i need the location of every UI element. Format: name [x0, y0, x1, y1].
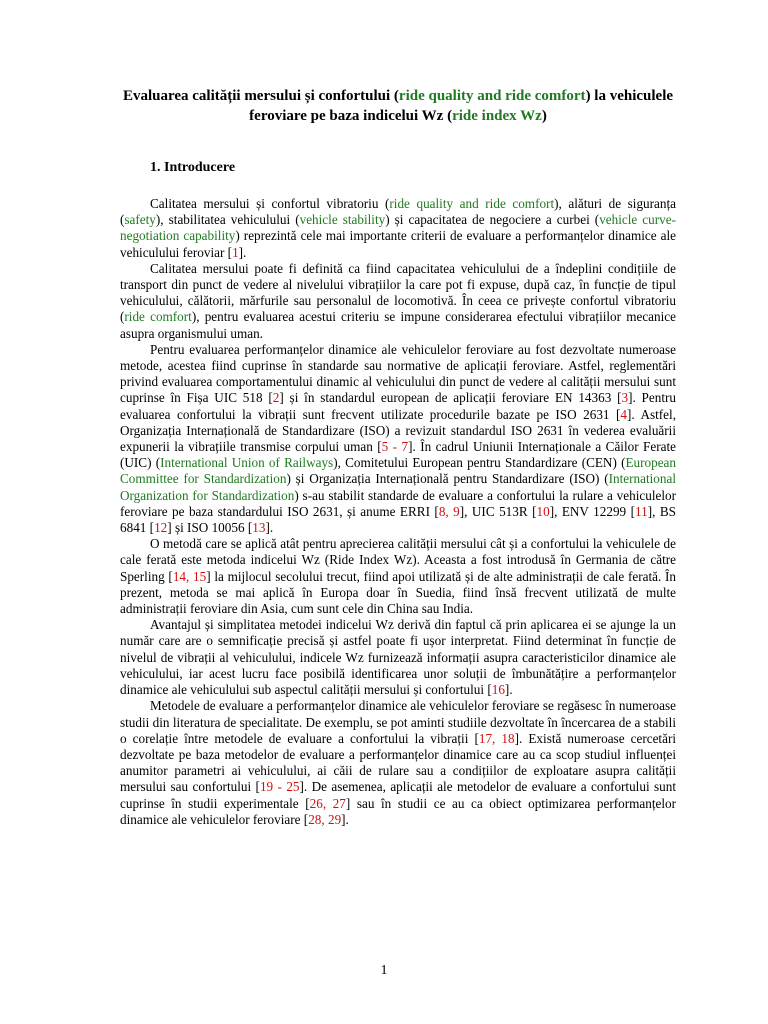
paragraph-text: ], UIC 513R [: [459, 503, 537, 519]
citation-ref: 10: [536, 503, 550, 519]
citation-ref: 16: [491, 682, 505, 698]
paragraph-text: ] și în standardul european de aplicații feroviare EN 14363 [: [279, 390, 622, 406]
paragraph-text: ]. În cadrul Uniunii Internaționale a Căilor Ferate (UIC) (: [120, 439, 676, 471]
paragraph: [120, 617, 676, 698]
document-page: [120, 86, 676, 828]
paragraph-text: ), alături de siguranța (: [120, 196, 676, 228]
paragraph-text: O metodă care se aplică atât pentru aprecierea calității mersului cât și a confortului la vehiculele de cale ferată este metoda indicelui Wz (Ride Index Wz). Aceasta a fost introdusă în Germania de către Sperling [: [120, 536, 676, 584]
citation-ref: 4: [620, 406, 628, 422]
english-term: safety: [124, 212, 156, 228]
paragraph-text: Metodele de evaluare a performanțelor dinamice ale vehiculelor feroviare se regăsesc în numeroase studii din literatura de specialitate. De exemplu, se pot aminti studiile dezvoltate în încercarea de a stabili o corelație între metodele de evaluare a confortului la vibrații [: [120, 698, 676, 746]
paragraph-text: Calitatea mersului poate fi definită ca fiind capacitatea vehiculului de a îndeplini condițiile de transport din punct de vedere al nivelului vibrațiilor la care pot fi expuse, după caz, în funcție de tipul vehiculului, călătorii, mărfurile sau personalul de locomotivă. În ceea ce privește confortul vibratoriu (: [120, 260, 676, 325]
paragraph-text: ] sau în studii ce au ca obiect optimizarea performanțelor dinamice ale vehiculelor feroviare [: [120, 795, 676, 827]
paragraph: [120, 698, 676, 828]
citation-ref: 14, 15: [172, 568, 207, 584]
english-term: European Committee for Standardization: [120, 455, 676, 487]
paragraph-text: ) s-au stabilit standarde de evaluare a confortului la rulare a vehiculelor feroviare pe baza standardului ISO 2631, și anume ERRI [: [120, 487, 676, 519]
english-term: vehicle curve-negotiation capability: [120, 212, 676, 244]
paragraph-text: ].: [238, 244, 247, 260]
citation-ref: 2: [272, 390, 280, 406]
english-term: International Organization for Standardization: [120, 471, 676, 503]
paragraph-text: ) reprezintă cele mai importante criterii de evaluare a performanțelor dinamice ale vehiculului feroviar [: [120, 228, 676, 260]
section-body: [120, 196, 676, 828]
section-heading: 1. Introducere: [150, 160, 236, 175]
english-term: ride comfort: [124, 309, 192, 325]
citation-ref: 19 - 25: [259, 779, 300, 795]
paragraph-text: Calitatea mersului și confortul vibratoriu (: [150, 196, 390, 211]
citation-ref: 8, 9: [438, 503, 460, 519]
paragraph-text: Pentru evaluarea performanțelor dinamice ale vehiculelor feroviare au fost dezvoltate numeroase metode, acestea fiind cuprinse în standarde sau normative de aplicații feroviare. Astfel, reglementări privind evaluarea comportamentului dinamic al vehiculului din punct de vedere al calității mersului sunt cuprinse în Fișa UIC 518 [: [120, 341, 676, 406]
citation-ref: 12: [154, 520, 168, 536]
citation-ref: 11: [635, 503, 648, 519]
paragraph: [120, 342, 676, 536]
paragraph-text: ].: [341, 811, 349, 827]
title-text-1: Evaluarea calității mersului și confortului (: [122, 88, 399, 104]
citation-ref: 5 - 7: [381, 439, 409, 455]
paragraph-text: ] și ISO 10056 [: [167, 520, 253, 536]
citation-ref: 28, 29: [308, 811, 342, 827]
paragraph-text: ]. De asemenea, aplicații ale metodelor de evaluare a confortului sunt cuprinse în studii experimentale [: [120, 779, 676, 811]
document-title: [120, 86, 676, 126]
citation-ref: 17, 18: [478, 730, 515, 746]
paragraph-text: ]. Astfel, Organizația Internațională de Standardizare (ISO) a revizuit standardul ISO 2631 în vederea evaluării expunerii la vibrațiile transmise corpului uman [: [120, 406, 676, 455]
paragraph-text: ] la mijlocul secolului trecut, fiind apoi utilizată și de alte administrații de cale ferată. În prezent, metoda se mai aplică în Europa doar în Suedia, fiind însă frecvent utilizată de multe administrații feroviare din Asia, cum sunt cele din China sau India.: [120, 568, 676, 617]
page-number: 1: [380, 963, 388, 978]
paragraph-text: ], BS 6841 [: [120, 503, 676, 536]
english-term: ride quality and ride comfort: [389, 196, 555, 211]
paragraph: [120, 536, 676, 617]
paragraph-text: Avantajul și simplitatea metodei indicelui Wz derivă din faptul că prin aplicarea ei se ajunge la un număr care are o semnificație precisă și astfel poate fi ușor interpretat. Fiind determinat în funcție de nivelul de vibrații al vehiculului, indicele Wz furnizează informații asupra caracteristicilor dinamice ale vehiculului, iar acest lucru face posibilă identificarea unor soluții de îmbunătățire a performanțelor dinamice ale vehiculului sub aspectul calității mersului și confortului [: [120, 617, 676, 698]
title-text-3: ): [541, 108, 547, 124]
paragraph-text: ), stabilitatea vehiculului (: [155, 212, 300, 228]
citation-ref: 1: [232, 244, 239, 260]
paragraph-text: ]. Pentru evaluarea confortului la vibrații sunt frecvent utilizate procedurile bazate pe ISO 2631 [: [120, 390, 676, 422]
title-text-2: ) la vehiculele feroviare pe baza indicelui Wz (: [249, 88, 674, 124]
paragraph-text: ], ENV 12299 [: [549, 503, 635, 519]
paragraph-text: ].: [265, 520, 274, 536]
english-term: vehicle stability: [299, 212, 386, 228]
paragraph: [120, 196, 676, 261]
paragraph: [120, 261, 676, 342]
citation-ref: 13: [252, 520, 266, 536]
citation-ref: 3: [621, 390, 629, 406]
paragraph-text: ]. Există numeroase cercetări dezvoltate pe baza metodelor de evaluare a performanțelor dinamice care au ca scop studiul influenței anumitor parametri ai vehiculului, ai căii de rulare sau a condițiilor de exploatare asupra calității mersului sau confortului [: [120, 730, 677, 795]
title-english-term-2: ride index Wz: [452, 108, 542, 124]
paragraph-text: ].: [504, 682, 513, 698]
paragraph-text: ), pentru evaluarea acestui criteriu se impune considerarea efectului vibrațiilor mecanice asupra organismului uman.: [120, 309, 676, 341]
paragraph-text: ), Comitetului European pentru Standardizare (CEN) (: [333, 455, 626, 471]
citation-ref: 26, 27: [309, 795, 346, 811]
english-term: International Union of Railways: [160, 455, 334, 471]
title-english-term-1: ride quality and ride comfort: [398, 88, 586, 104]
paragraph-text: ) și capacitatea de negociere a curbei (: [385, 212, 600, 228]
paragraph-text: ) și Organizația Internațională pentru Standardizare (ISO) (: [286, 471, 609, 487]
